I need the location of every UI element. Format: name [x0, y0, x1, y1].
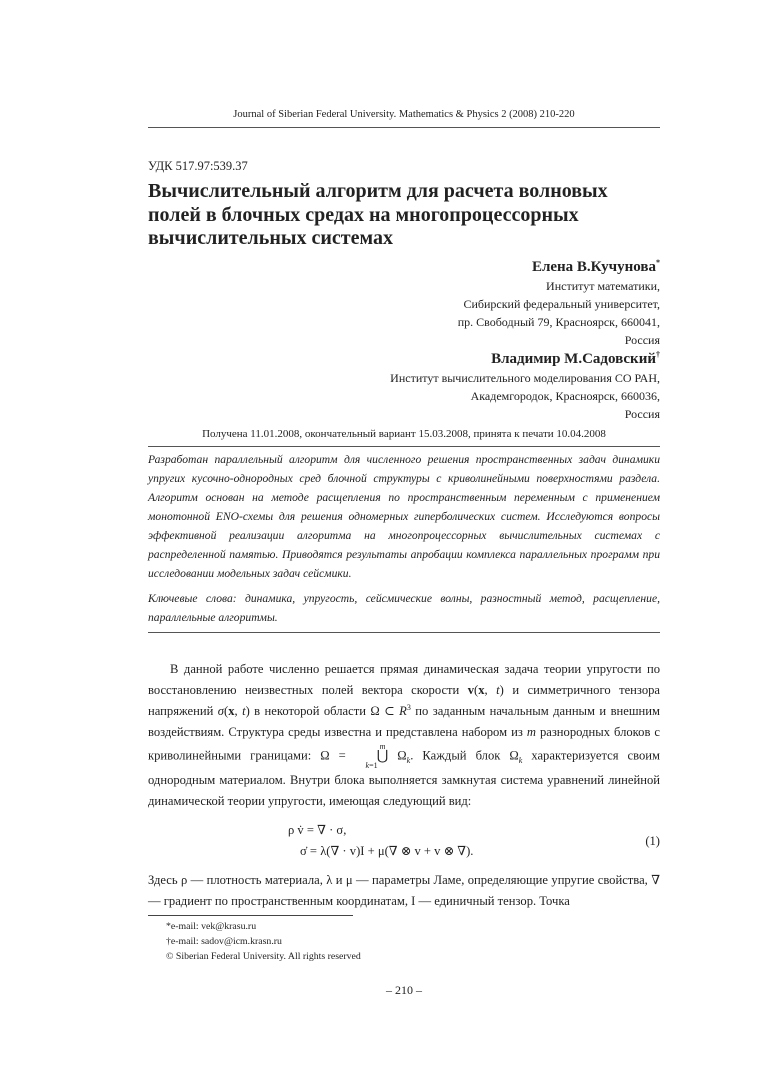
affiliation-line: Сибирский федеральный университет,	[463, 296, 660, 311]
footnote-email-1: *e-mail: vek@krasu.ru	[166, 920, 257, 932]
equation-1	[148, 820, 660, 862]
footnote-email-2: †e-mail: sadov@icm.krasn.ru	[166, 935, 282, 947]
abstract-top-rule	[148, 446, 660, 447]
authors-block	[148, 257, 660, 423]
equation-line: ρ v̇ = ∇ · σ,	[288, 822, 347, 837]
running-header: Journal of Siberian Federal University. Mathematics & Physics 2 (2008) 210-220	[233, 109, 575, 120]
abstract-bottom-rule	[148, 632, 660, 633]
footnote-rule	[148, 915, 353, 916]
union-operator: m ⋃ k=1	[365, 741, 389, 770]
footnotes	[148, 919, 660, 964]
affiliation-line: Институт математики,	[546, 278, 660, 293]
abstract: Разработан параллельный алгоритм для численного решения пространственных задач динамики упругих кусочно-однородных сред блочной структуры с криволинейными поверхностями раздела. Алгоритм основан на методе расщепления по пространственным переменным с применением монотонной ENO-схемы для решения одномерных гиперболических систем. Исследуются вопросы эффективной реализации алгоритма на многопроцессорных вычислительных системах с распределенной памятью. Приводятся результаты апробации комплекса параллельных программ при исследовании модельных задач сейсмики.	[148, 452, 660, 580]
paper-title: Вычислительный алгоритм для расчета волновых полей в блочных средах на многопроцессорных вычислительных системах	[148, 180, 608, 249]
affiliation-line: Академгородок, Красноярск, 660036,	[470, 388, 660, 403]
affiliation-line: Россия	[624, 406, 660, 421]
affiliation-line: Институт вычислительного моделирования СО РАН,	[390, 370, 660, 385]
keywords: Ключевые слова: динамика, упругость, сейсмические волны, разностный метод, расщепление, параллельные алгоритмы.	[148, 591, 660, 624]
equation-line: σ̇ = λ(∇ · v)I + μ(∇ ⊗ v + v ⊗ ∇).	[300, 843, 474, 858]
author-name: Владимир М.Садовский†	[491, 349, 660, 367]
affiliation-line: пр. Свободный 79, Красноярск, 660041,	[457, 314, 660, 329]
body-paragraph: В данной работе численно решается прямая динамическая задача теории упругости по восстановлению неизвестных полей вектора скорости v(x, t) и симметричного тензора напряжений σ(x, t) в некоторой области Ω ⊂ $R^3$ по заданным начальным данным и внешним воздействиям. Структура среды известна и представлена набором из m разнородных блоков с криволинейными границами: Ω = m ⋃ k=1 $\Omega_k$. Каждый блок $\Omega_k$ характеризуется своим однородным материалом. Внутри блока выполняется замкнутая система уравнений линейной динамической теории упругости, имеющая следующий вид:	[148, 661, 661, 808]
equation-number: (1)	[645, 833, 660, 848]
affiliation-line: Россия	[624, 332, 660, 347]
body-paragraph: Здесь ρ — плотность материала, λ и μ — параметры Ламе, определяющие упругие свойства, ∇ — градиент по пространственным координатам, I — единичный тензор. Точка	[148, 872, 660, 908]
udk-code: УДК 517.97:539.37	[148, 159, 248, 173]
received-dates: Получена 11.01.2008, окончательный вариант 15.03.2008, принята к печати 10.04.2008	[202, 427, 606, 440]
page-number: – 210 –	[386, 982, 422, 997]
header-rule	[148, 127, 660, 128]
copyright-note: © Siberian Federal University. All rights reserved	[166, 950, 361, 962]
page-column	[148, 108, 660, 998]
author-name: Елена В.Кучунова*	[531, 257, 660, 275]
